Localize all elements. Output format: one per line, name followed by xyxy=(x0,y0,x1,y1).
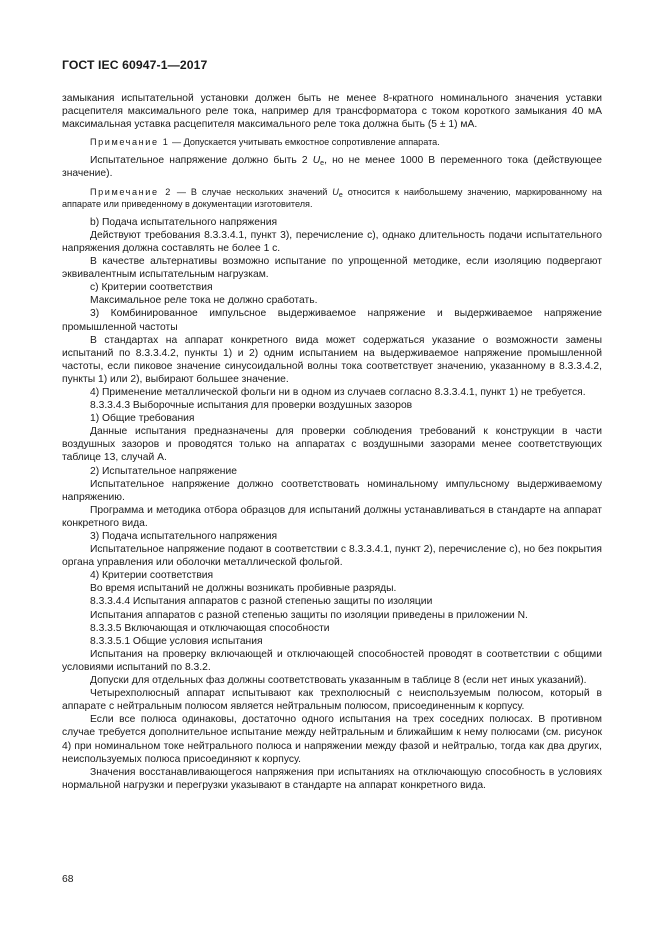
list-item: 3) Комбинированное импульсное выдерживаемое напряжение и выдерживаемое напряжение промышленной частоты xyxy=(62,308,602,333)
paragraph xyxy=(62,154,602,180)
subheading: 4) Критерии соответствия xyxy=(90,570,214,582)
page-number: 68 xyxy=(62,874,74,885)
note-text: — В случае нескольких значений xyxy=(171,186,333,197)
section-heading: 8.3.3.4.3 Выборочные испытания для проверки воздушных зазоров xyxy=(90,400,413,412)
note-text: относится к наибольшему значению, маркированному на аппарате или приведенному в документации изготовителя. xyxy=(62,186,602,209)
list-item: 4) Применение металлической фольги ни в одном из случаев согласно 8.3.3.4.1, пункт 1) не требуется. xyxy=(90,386,586,398)
subheading: b) Подача испытательного напряжения xyxy=(90,216,278,228)
text-run: Испытательное напряжение должно быть 2 xyxy=(90,155,313,167)
paragraph: Если все полюса одинаковы, достаточно одного испытания на трех соседних полюсах. В противном случае требуется дополнительное испытание между нейтральным и ближайшим к нему полюсами (см. рисунок 4) при номинальном токе нейтрального полюса и напряжении между фазой и нейтралью, тогда как два других, неиспользуемых полюса присоединяют к корпусу. xyxy=(62,714,602,765)
paragraph: В качестве альтернативы возможно испытание по упрощенной методике, если изоляцию подвергают эквивалентным испытательным нагрузкам. xyxy=(62,256,602,281)
paragraph: В стандартах на аппарат конкретного вида может содержаться указание о возможности замены испытаний по 8.3.3.4.2, пункты 1) и 2) одним испытанием на выдерживаемое напряжение промышленной частоты, если пиковое значение синусоидальной волны тока соответствует значению, указанному в 8.3.3.4.2, пункты 1) или 2), выбирают большее значение. xyxy=(62,334,602,385)
note-2 xyxy=(62,186,602,210)
paragraph: Максимальное реле тока не должно сработать. xyxy=(90,295,318,307)
note-1 xyxy=(62,136,602,148)
document-page xyxy=(62,58,602,792)
document-body xyxy=(62,92,602,792)
note-label: Примечание 2 xyxy=(90,186,172,197)
paragraph: Испытательное напряжение подают в соответствии с 8.3.3.4.1, пункт 2), перечисление с), но без покрытия органа управления или оболочки металлической фольгой. xyxy=(62,544,602,569)
paragraph: Данные испытания предназначены для проверки соблюдения требований к конструкции в части воздушных зазоров и проводятся только на аппаратах с воздушными зазорами менее соответствующих таблице 13, случай А. xyxy=(62,426,602,464)
paragraph: Действуют требования 8.3.3.4.1, пункт 3), перечисление с), однако длительность подачи испытательного напряжения должна составлять не более 1 с. xyxy=(62,229,602,254)
paragraph: Значения восстанавливающегося напряжения при испытаниях на отключающую способность в условиях нормальной нагрузки и перегрузки указывают в стандарте на аппарат конкретного вида. xyxy=(62,766,602,791)
paragraph: Четырехполюсный аппарат испытывают как трехполюсный с неиспользуемым полюсом, который в аппарате с нейтральным полюсом является нейтральным полюсом, присоединенным к корпусу. xyxy=(62,688,602,713)
paragraph: замыкания испытательной установки должен быть не менее 8-кратного номинального значения уставки расцепителя максимального реле тока, например для трансформатора с током короткого замыкания 40 мА максимальная уставка расцепителя максимального реле тока должна быть (5 ± 1) мА. xyxy=(62,93,602,131)
subheading: 1) Общие требования xyxy=(90,413,195,425)
paragraph: Допуски для отдельных фаз должны соответствовать указанным в таблице 8 (если нет иных указаний). xyxy=(90,675,587,687)
subheading: 2) Испытательное напряжение xyxy=(90,465,237,477)
paragraph: Программа и методика отбора образцов для испытаний должны устанавливаться в стандарте на аппарат конкретного вида. xyxy=(62,504,602,529)
note-label: Примечание 1 xyxy=(90,137,170,148)
symbol-u: U xyxy=(312,155,321,167)
symbol-subscript: e xyxy=(320,160,325,168)
paragraph: Во время испытаний не должны возникать пробивные разряды. xyxy=(90,583,397,595)
symbol-subscript: e xyxy=(338,191,343,199)
section-heading: 8.3.3.4.4 Испытания аппаратов с разной степенью защиты по изоляции xyxy=(90,596,433,608)
text-run: , но не менее 1000 В переменного тока (действующее значение). xyxy=(62,155,603,180)
subheading: с) Критерии соответствия xyxy=(90,282,213,294)
subheading: 3) Подача испытательного напряжения xyxy=(90,531,278,542)
note-text: — Допускается учитывать емкостное сопротивление аппарата. xyxy=(169,137,440,148)
document-header: ГОСТ IEC 60947-1—2017 xyxy=(62,58,208,72)
section-heading: 8.3.3.5 Включающая и отключающая способности xyxy=(90,622,330,634)
paragraph: Испытания на проверку включающей и отключающей способностей проводят в соответствии с общими условиями испытаний по 8.3.2. xyxy=(62,648,602,673)
symbol-u: U xyxy=(332,186,339,197)
paragraph: Испытательное напряжение должно соответствовать номинальному импульсному выдерживаемому напряжению. xyxy=(62,478,602,503)
paragraph: Испытания аппаратов с разной степенью защиты по изоляции приведены в приложении N. xyxy=(90,609,528,621)
section-heading: 8.3.3.5.1 Общие условия испытания xyxy=(90,635,263,647)
